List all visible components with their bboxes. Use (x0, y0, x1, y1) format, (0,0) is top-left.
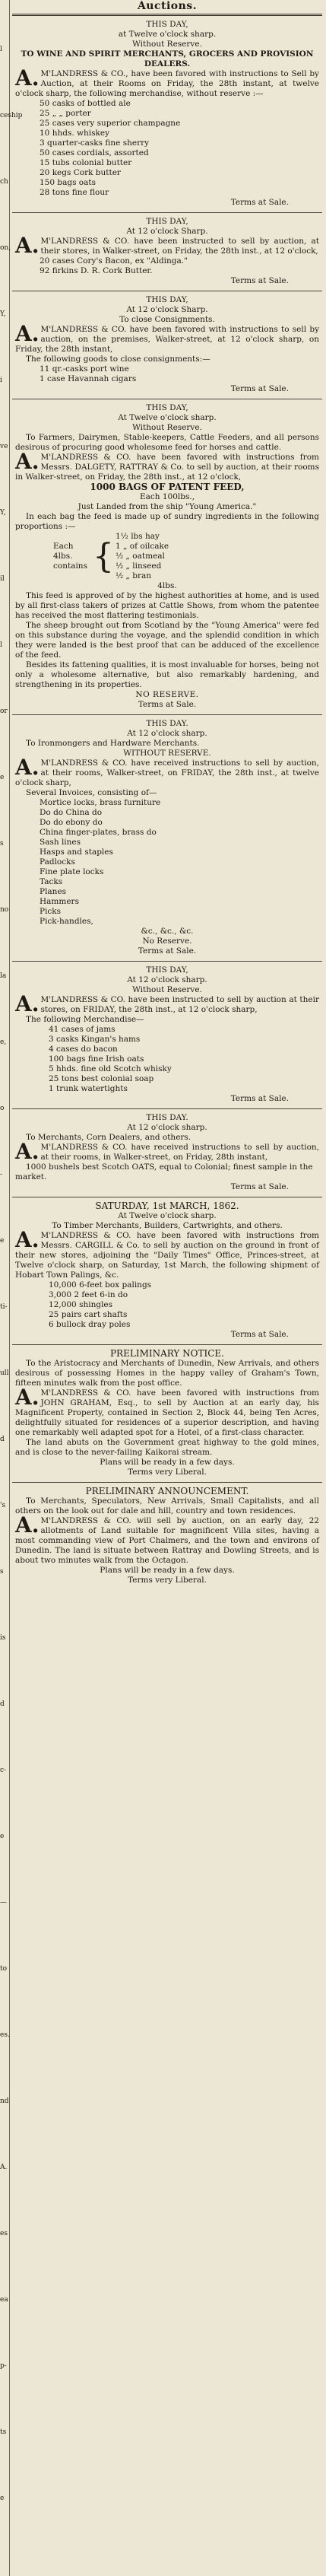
left-fragment: l (0, 46, 2, 53)
ad-line: 20 cases Cory's Bacon, ex "Aldinga." (40, 256, 188, 266)
ad-line: Mortice locks, brass furniture (40, 798, 161, 807)
ad-line: A.M'LANDRESS & CO. will sell by auction, on an early day, 22 allotments of Land suitable for magnificent Villa sites, having a most commanding view of Port Chalmers, and the town and environs of Dunedin. The land is situate between Rattray and Dowling Streets, and is about two minutes walk from the Octagon. (15, 1512, 319, 1565)
ad-line: 50 casks of bottled ale (40, 99, 131, 108)
left-fragment: e, (0, 1038, 7, 1046)
ad-line: A.M'LANDRESS & CO. have received instructions to sell by auction, at their rooms, in Walker-street, on Friday, 28th instant, (15, 1139, 319, 1164)
advertisement (12, 1345, 322, 1482)
ad-line: 15 tubs colonial butter (40, 158, 132, 167)
auctions-page (12, 0, 322, 1590)
feed-proportions (15, 532, 319, 581)
advertisement (12, 715, 322, 961)
left-fragment: c- (0, 1767, 7, 1774)
ad-line: Do do China do (40, 808, 103, 817)
feed-item: ½ „ bran (116, 571, 152, 580)
ad-line: 4 cases do bacon (49, 1045, 118, 1054)
ad-line: 28 tons fine flour (40, 188, 109, 197)
left-fragment: e (0, 1237, 5, 1245)
ad-line: 41 cases of jams (49, 1025, 116, 1034)
ad-line: THIS DAY, (146, 20, 188, 29)
feed-item: ½ „ oatmeal (116, 552, 165, 561)
left-fragment: la (0, 972, 7, 980)
ad-line: Terms very Liberal. (128, 1468, 207, 1477)
ad-line: THIS DAY, (146, 295, 188, 304)
left-fragment: no (0, 906, 9, 914)
left-fragment: l (0, 641, 2, 649)
advertisement (12, 1483, 322, 1590)
advertisement (12, 1109, 322, 1197)
left-fragment: o (0, 1105, 5, 1112)
ad-line: THIS DAY, (146, 217, 188, 226)
left-fragment: d (0, 1700, 5, 1708)
ad-line: Hasps and staples (40, 848, 113, 857)
ad-line: 50 cases cordials, assorted (40, 148, 149, 157)
left-fragment: ti- (0, 1303, 8, 1311)
advertisement (12, 213, 322, 291)
ad-line: At 12 o'clock Sharp. (126, 227, 208, 236)
ad-line: Several Invoices, consisting of— (26, 788, 157, 797)
ad-line: 6 bullock dray poles (49, 1320, 131, 1329)
ad-line: at Twelve o'clock sharp. (118, 30, 217, 39)
left-fragment: ea (0, 2296, 8, 2304)
ad-line: Terms at Sale. (230, 1182, 289, 1191)
ad-line: 5 hhds. fine old Scotch whisky (49, 1064, 172, 1073)
ad-line: To Merchants, Speculators, New Arrivals, Small Capitalists, and all others on the look out for dale and hill, country and town residences. (15, 1496, 319, 1515)
ad-line: 10,000 6-feet box palings (49, 1280, 152, 1290)
left-fragment: es (0, 2230, 8, 2237)
left-fragment: A. (0, 2164, 8, 2171)
ad-line: THIS DAY, (146, 403, 188, 412)
ad-line: 25 cases very superior champagne (40, 119, 181, 128)
feed-item: 1½ lbs hay (116, 532, 160, 541)
ad-line: Just Landed from the ship "Young America." (78, 502, 257, 511)
left-column-fragments (0, 0, 23, 2576)
ad-line: At Twelve o'clock sharp. (118, 1211, 217, 1220)
brace-icon: { (93, 536, 114, 576)
ad-line: A.M'LANDRESS & CO. have been favored with instructions from Messrs. DALGETY, RATTRAY & Co. to sell by auction, at their rooms in Walker-street, on Friday, the 28th inst., at 12 o'clock, (15, 449, 319, 482)
left-fragment: s (0, 840, 4, 848)
ad-line: 10 hhds. whiskey (40, 129, 110, 138)
ad-line: Fine plate locks (40, 867, 104, 876)
left-fragment: or (0, 708, 8, 715)
ad-line: At 12 o'clock sharp. (127, 729, 207, 738)
left-fragment: e (0, 2495, 5, 2502)
left-fragment: on, (0, 244, 11, 252)
left-fragment: ch (0, 178, 8, 186)
ad-line: To the Aristocracy and Merchants of Dunedin, New Arrivals, and others desirous of possessing Homes in the happy valley of Graham's Town, fifteen minutes walk from the post office. (15, 1359, 319, 1388)
left-fragment: - (0, 1171, 3, 1178)
ad-line: 20 kegs Cork butter (40, 168, 121, 177)
ad-line: A.M'LANDRESS & CO. have received instructions to sell by auction, at their rooms, Walker-street, on FRIDAY, the 28th inst., at twelve o'clock sharp, (15, 755, 319, 787)
ad-line: A.M'LANDRESS & CO. have been favored with instructions from Messrs. CARGILL & Co. to sell by auction on the ground in front of their new stores, adjoining the "Daily Times" Office, Princes-street, at Twelve o'clock sharp, on Saturday, 1st March, the following shipment of Hobart Town Palings, &c. (15, 1227, 319, 1280)
advertisements (12, 16, 322, 1590)
left-fragment: es. (0, 2031, 10, 2039)
left-fragment: s (0, 1568, 4, 1576)
ad-line: Tacks (40, 877, 63, 886)
ad-line: Terms at Sale. (138, 700, 197, 709)
left-fragment: — (0, 1899, 7, 1907)
page-title: Auctions. (12, 0, 322, 16)
ad-line: Terms at Sale. (230, 1094, 289, 1103)
ad-line: A.M'LANDRESS & CO. have been favored with instructions from JOHN GRAHAM, Esq., to sell by Auction at an early day, his Magnificent Property, contained in Section 2, Block 44, being Ten Acres, delightfully situated for residences of a superior description, and having one remarkably well adapted spot for a Hotel, of a first-class character. (15, 1385, 319, 1437)
advertisement (12, 399, 322, 714)
left-fragment: il (0, 575, 5, 583)
ad-line: Planes (40, 887, 67, 896)
ad-line: THIS DAY. (146, 1113, 188, 1122)
ad-line: Without Reserve. (132, 423, 202, 432)
ad-line: Picks (40, 907, 62, 916)
ad-line: Terms at Sale. (230, 384, 289, 393)
feed-label: Each 4lbs. contains (53, 542, 87, 571)
ad-line: TO WINE AND SPIRIT MERCHANTS, GROCERS AND PROVISION DEALERS. (21, 49, 314, 68)
ad-line: Pick-handles, (40, 917, 93, 926)
left-fragment: to (0, 1965, 8, 1973)
ad-line: Plans will be ready in a few days. (100, 1458, 235, 1467)
advertisement (12, 291, 322, 399)
left-fragment: ts (0, 2428, 7, 2436)
ad-line: 11 qr.-casks port wine (40, 364, 129, 374)
ad-line: &c., &c., &c. (141, 927, 194, 936)
ad-line: 12,000 shingles (49, 1300, 113, 1309)
ad-line: THIS DAY. (146, 719, 188, 728)
ad-line: To Timber Merchants, Builders, Cartwrights, and others. (52, 1221, 283, 1230)
ad-line: The following goods to close consignments:— (26, 355, 210, 364)
ad-line: 150 bags oats (40, 178, 96, 187)
ad-line: To Merchants, Corn Dealers, and others. (26, 1133, 191, 1142)
ad-line: Besides its fattening qualities, it is most invaluable for horses, being not only a wholesome alternative, but also remarkably hardening, and strengthening in its properties. (15, 660, 319, 689)
ad-line: Terms very Liberal. (128, 1576, 207, 1585)
ad-line: PRELIMINARY NOTICE. (109, 1348, 224, 1359)
ad-line: No Reserve. (142, 937, 192, 946)
ad-line: Terms at Sale. (230, 276, 289, 285)
left-fragment: Y, (0, 310, 6, 318)
ad-line: To Ironmongers and Hardware Merchants. (26, 739, 200, 748)
ad-line: Padlocks (40, 857, 75, 867)
left-fragment: p- (0, 2362, 7, 2370)
ad-line: At Twelve o'clock sharp. (118, 413, 217, 422)
left-fragment: ull (0, 1369, 9, 1377)
left-fragment: is (0, 1634, 6, 1642)
left-fragment: ceship (0, 112, 23, 119)
ad-line: PRELIMINARY ANNOUNCEMENT. (85, 1486, 249, 1496)
left-fragment: ve (0, 443, 8, 450)
advertisement (12, 16, 322, 212)
ad-line: Do do ebony do (40, 818, 103, 827)
ad-line: Terms at Sale. (138, 946, 197, 956)
ad-line: 1000 BAGS OF PATENT FEED, (90, 482, 245, 492)
ad-line: 100 bags fine Irish oats (49, 1054, 144, 1064)
feed-total: 4lbs. (157, 581, 177, 590)
ad-line: 25 tons best colonial soap (49, 1074, 154, 1083)
ad-line: Hammers (40, 897, 79, 906)
ad-line: To Farmers, Dairymen, Stable-keepers, Cattle Feeders, and all persons desirous of procuring good wholesome feed for horses and cattle. (15, 433, 319, 452)
ad-line: Each 100lbs., (139, 492, 195, 501)
ad-line: WITHOUT RESERVE. (123, 749, 211, 758)
ad-line: A.M'LANDRESS & CO., have been favored with instructions to Sell by Auction, at their Rooms on Friday, the 28th instant, at twelve o'clock sharp, the following merchandise, without reserve :— (15, 65, 319, 98)
left-fragment: nd (0, 2097, 9, 2105)
ad-line: 3,000 2 feet 6-in do (49, 1290, 128, 1299)
ad-line: A.M'LANDRESS & CO. have been instructed to sell by auction, at their stores, in Walker-street, on Friday, the 28th inst., at 12 o'clock, (15, 233, 319, 258)
left-fragment: 's (0, 1502, 6, 1509)
ad-line: At 12 o'clock Sharp. (126, 305, 208, 314)
ad-line: To close Consignments. (119, 315, 215, 324)
feed-item: 1 „ of oilcake (116, 542, 169, 551)
ad-line: 1 trunk watertights (49, 1084, 128, 1093)
left-fragment: e (0, 1833, 5, 1840)
ad-line: A.M'LANDRESS & CO. have been instructed to sell by auction at their stores, on FRIDAY, the 28th inst., at 12 o'clock sharp, (15, 991, 319, 1016)
ad-line: 1 case Havannah cigars (40, 374, 137, 383)
ad-line: Terms at Sale. (230, 1330, 289, 1339)
ad-line: 1000 bushels best Scotch OATS, equal to Colonial; finest sample in the market. (15, 1162, 313, 1181)
ad-line: THIS DAY, (146, 965, 188, 975)
ad-line: 25 „ „ porter (40, 109, 91, 118)
ad-line: The land abuts on the Government great highway to the gold mines, and is close to the never-failing Kaikorai stream. (15, 1438, 319, 1457)
ad-line: At 12 o'clock sharp. (127, 1123, 207, 1132)
left-fragment: e (0, 774, 5, 781)
advertisement (12, 1197, 322, 1344)
ad-line: Sash lines (40, 838, 81, 847)
feed-item: ½ „ linseed (116, 561, 162, 571)
ad-line: 3 casks Kingan's hams (49, 1035, 141, 1044)
left-fragment: d (0, 1436, 5, 1443)
left-fragment: i (0, 377, 2, 384)
ad-line: 3 quarter-casks fine sherry (40, 138, 150, 148)
ad-line: China finger-plates, brass do (40, 828, 157, 837)
ad-line: The following Merchandise— (26, 1015, 144, 1024)
ad-line: 92 firkins D. R. Cork Butter. (40, 266, 153, 275)
ad-line: Terms at Sale. (230, 198, 289, 207)
ad-line: Without Reserve. (132, 40, 202, 49)
ad-line: Plans will be ready in a few days. (100, 1566, 235, 1575)
ad-line: SATURDAY, 1st MARCH, 1862. (95, 1201, 239, 1211)
ad-line: At 12 o'clock sharp. (127, 975, 207, 984)
ad-line: This feed is approved of by the highest authorities at home, and is used by all first-class takers of prizes at Cattle Shows, from whom the patentee has received the most flattering testimonials. (15, 591, 319, 620)
ad-line: A.M'LANDRESS & CO. have been favored with instructions to sell by auction, on the premises, Walker-street, at 12 o'clock sharp, on Friday, the 28th instant, (15, 321, 319, 354)
ad-line: 25 pairs cart shafts (49, 1310, 128, 1319)
ad-line: In each bag the feed is made up of sundry ingredients in the following proportions :— (15, 512, 319, 531)
ad-line: Without Reserve. (132, 985, 202, 994)
ad-line: The sheep brought out from Scotland by the "Young America" were fed on this substance during the voyage, and the splendid condition in which they were landed is the best proof that can be adduced of the excellence of the feed. (15, 621, 319, 660)
advertisement (12, 962, 322, 1108)
left-fragment: Y, (0, 509, 6, 517)
ad-line: NO RESERVE. (135, 690, 199, 699)
